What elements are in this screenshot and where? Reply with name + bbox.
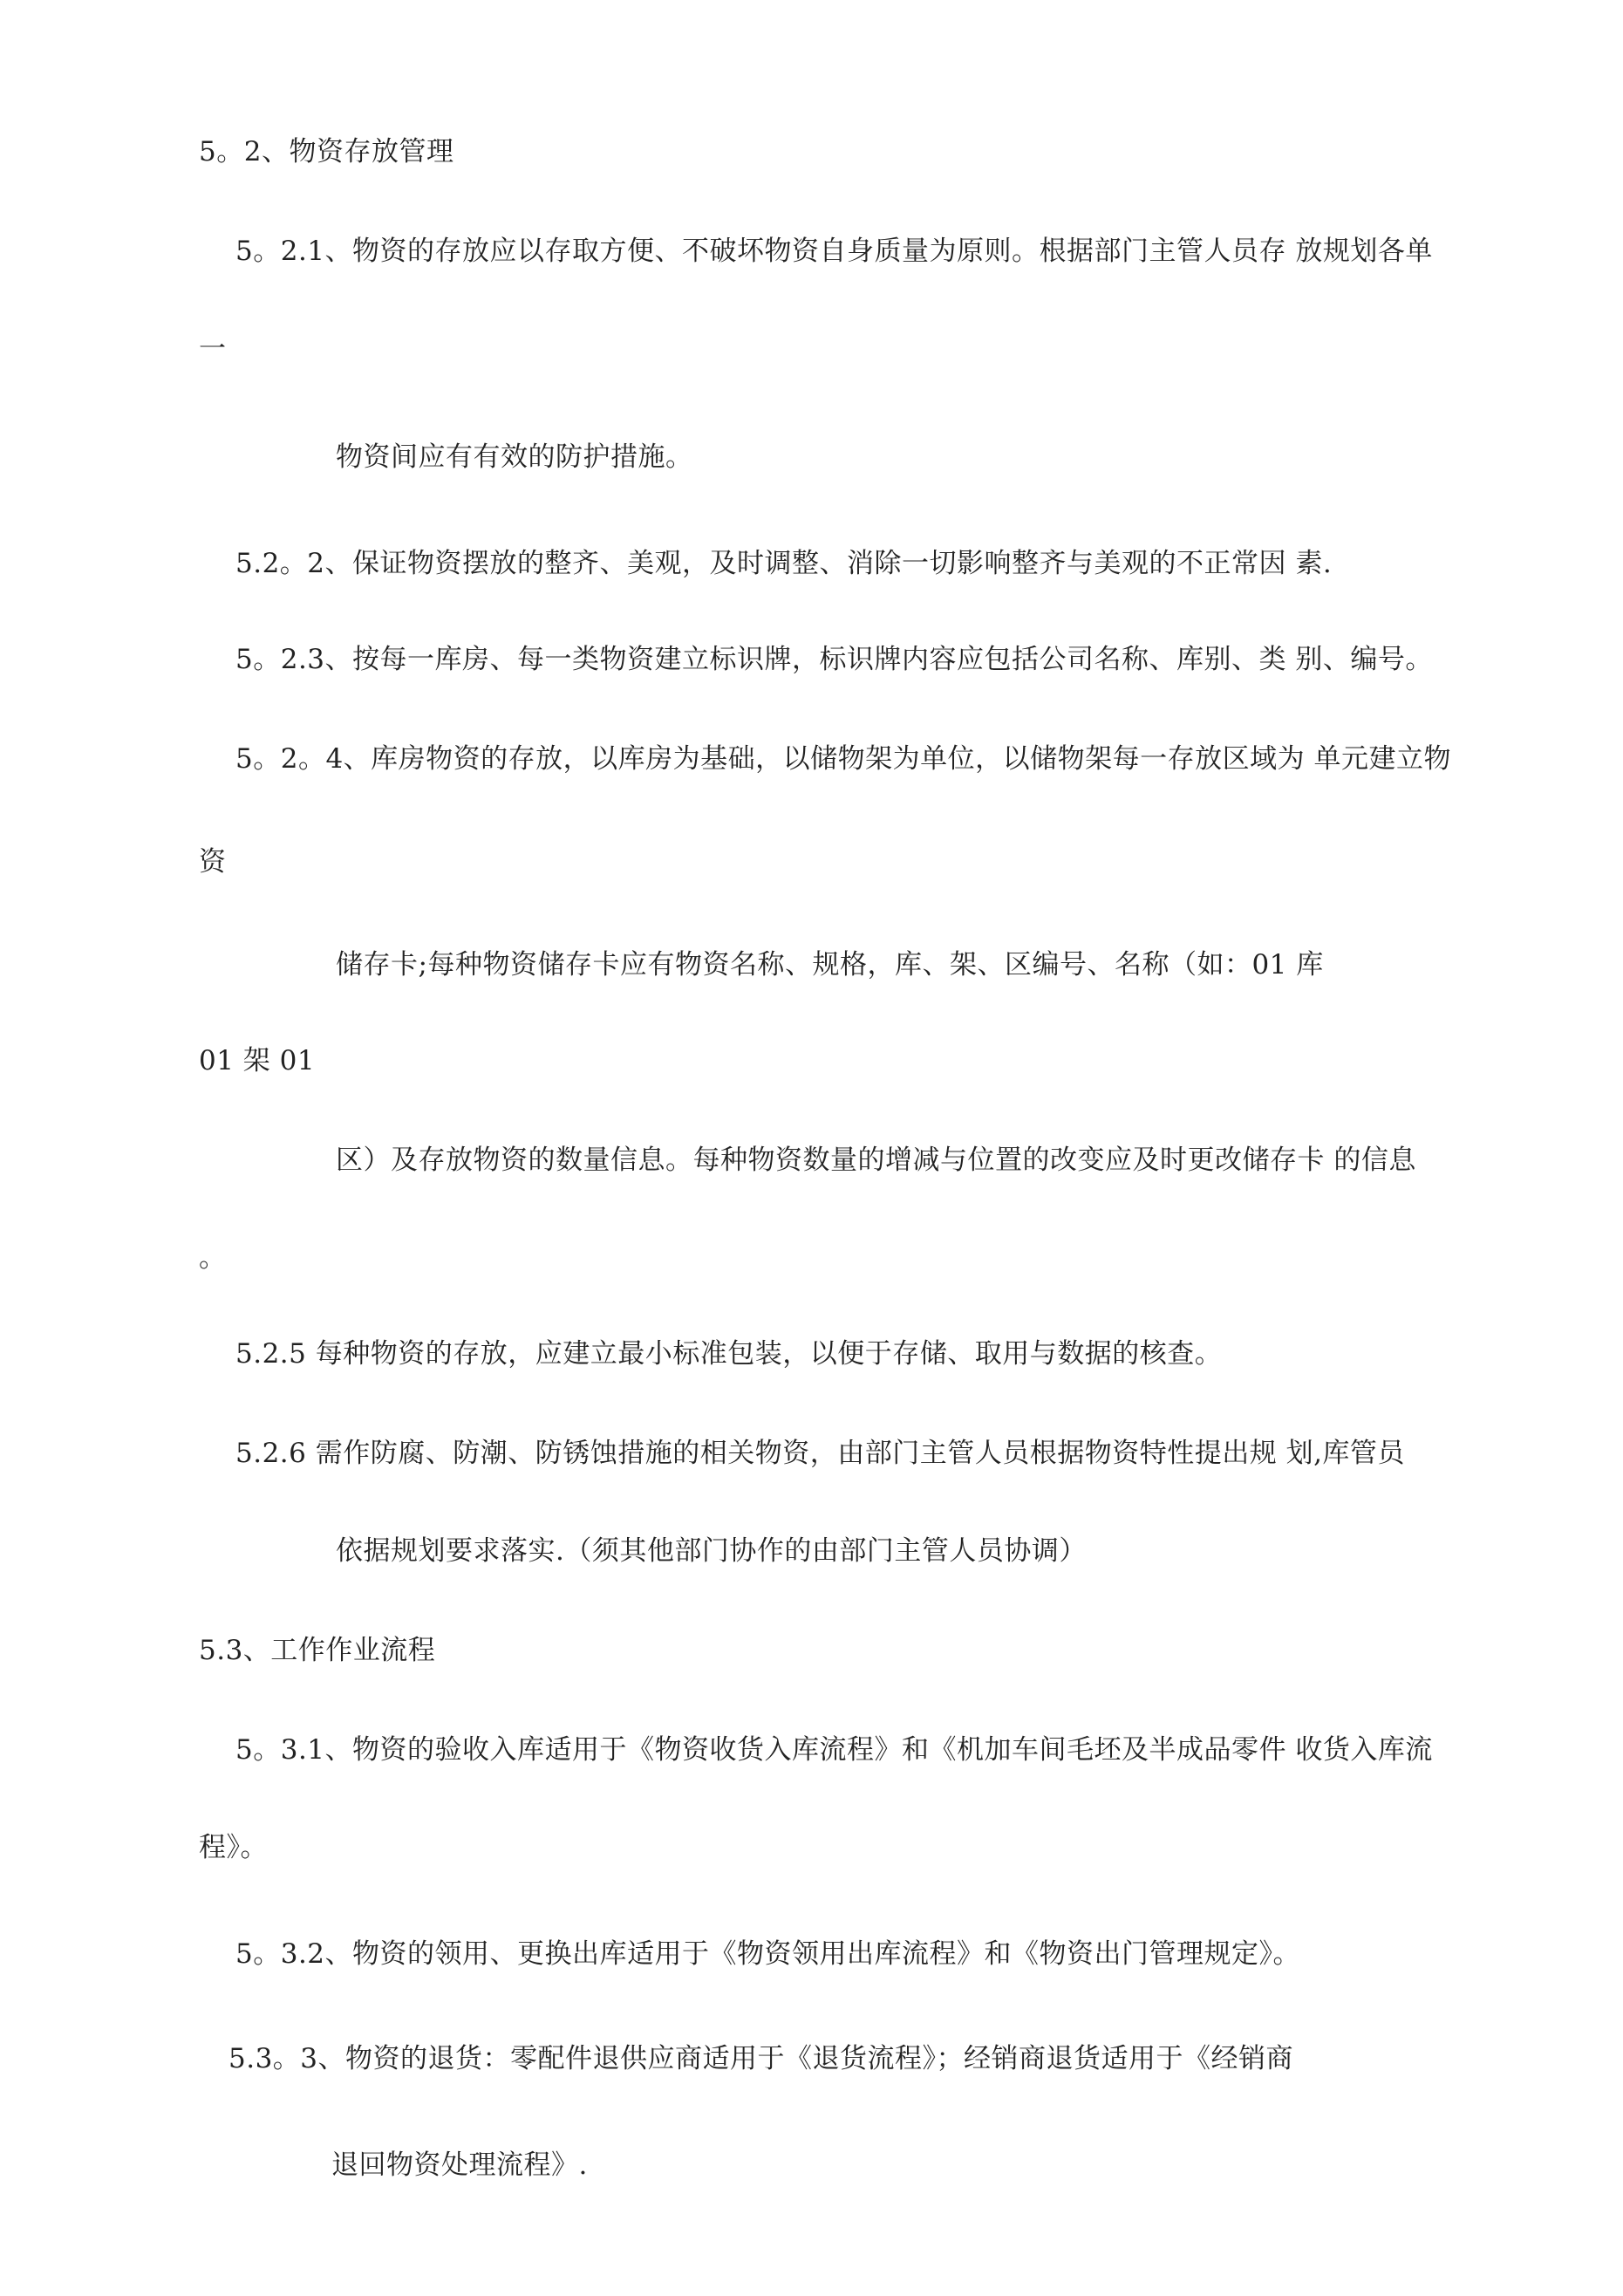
paragraph-5-2-4-wrap-2: 01 架 01 xyxy=(199,1045,316,1076)
paragraph-5-2-4-cont-1: 储存卡;每种物资储存卡应有物资名称、规格，库、架、区编号、名称（如：01 库 xyxy=(336,949,1324,981)
paragraph-5-3-1-wrap: 程》。 xyxy=(199,1832,268,1863)
paragraph-5-3-1: 5。3.1、物资的验收入库适用于《物资收货入库流程》和《机加车间毛坯及半成品零件 收货入库流 xyxy=(235,1734,1433,1766)
paragraph-5-3-3: 5.3。3、物资的退货：零配件退供应商适用于《退货流程》；经销商退货适用于《经销商 xyxy=(228,2043,1294,2074)
paragraph-5-2-5: 5.2.5 每种物资的存放，应建立最小标准包装，以便于存储、取用与数据的核查。 xyxy=(235,1338,1223,1370)
paragraph-5-2-1-cont: 物资间应有有效的防护措施。 xyxy=(336,441,693,473)
paragraph-5-2-6-cont: 依据规划要求落实.（须其他部门协作的由部门主管人员协调） xyxy=(336,1535,1087,1567)
paragraph-5-2-1: 5。2.1、物资的存放应以存取方便、不破坏物资自身质量为原则。根据部门主管人员存 放规划各单 xyxy=(235,236,1433,267)
section-heading-5-3: 5.3、工作作业流程 xyxy=(199,1635,436,1666)
paragraph-5-3-2: 5。3.2、物资的领用、更换出库适用于《物资领用出库流程》和《物资出门管理规定》。 xyxy=(235,1938,1301,1970)
paragraph-5-2-6: 5.2.6 需作防腐、防潮、防锈蚀措施的相关物资，由部门主管人员根据物资特性提出规 划,库管员 xyxy=(235,1438,1405,1469)
paragraph-5-2-1-wrap: 一 xyxy=(199,333,227,365)
paragraph-5-2-2: 5.2。2、保证物资摆放的整齐、美观，及时调整、消除一切影响整齐与美观的不正常因 素. xyxy=(235,548,1333,579)
paragraph-5-2-4: 5。2。4、库房物资的存放，以库房为基础，以储物架为单位，以储物架每一存放区域为 单元建立物 xyxy=(235,743,1452,775)
paragraph-5-3-3-cont: 退回物资处理流程》. xyxy=(331,2149,588,2181)
paragraph-5-2-4-wrap-3: 。 xyxy=(199,1242,227,1274)
paragraph-5-2-4-cont-2: 区）及存放物资的数量信息。每种物资数量的增减与位置的改变应及时更改储存卡 的信息 xyxy=(336,1145,1416,1176)
paragraph-5-2-4-wrap: 资 xyxy=(199,846,227,878)
section-heading-5-2: 5。2、物资存放管理 xyxy=(199,136,454,167)
paragraph-5-2-3: 5。2.3、按每一库房、每一类物资建立标识牌，标识牌内容应包括公司名称、库别、类 别、编号。 xyxy=(235,644,1433,675)
